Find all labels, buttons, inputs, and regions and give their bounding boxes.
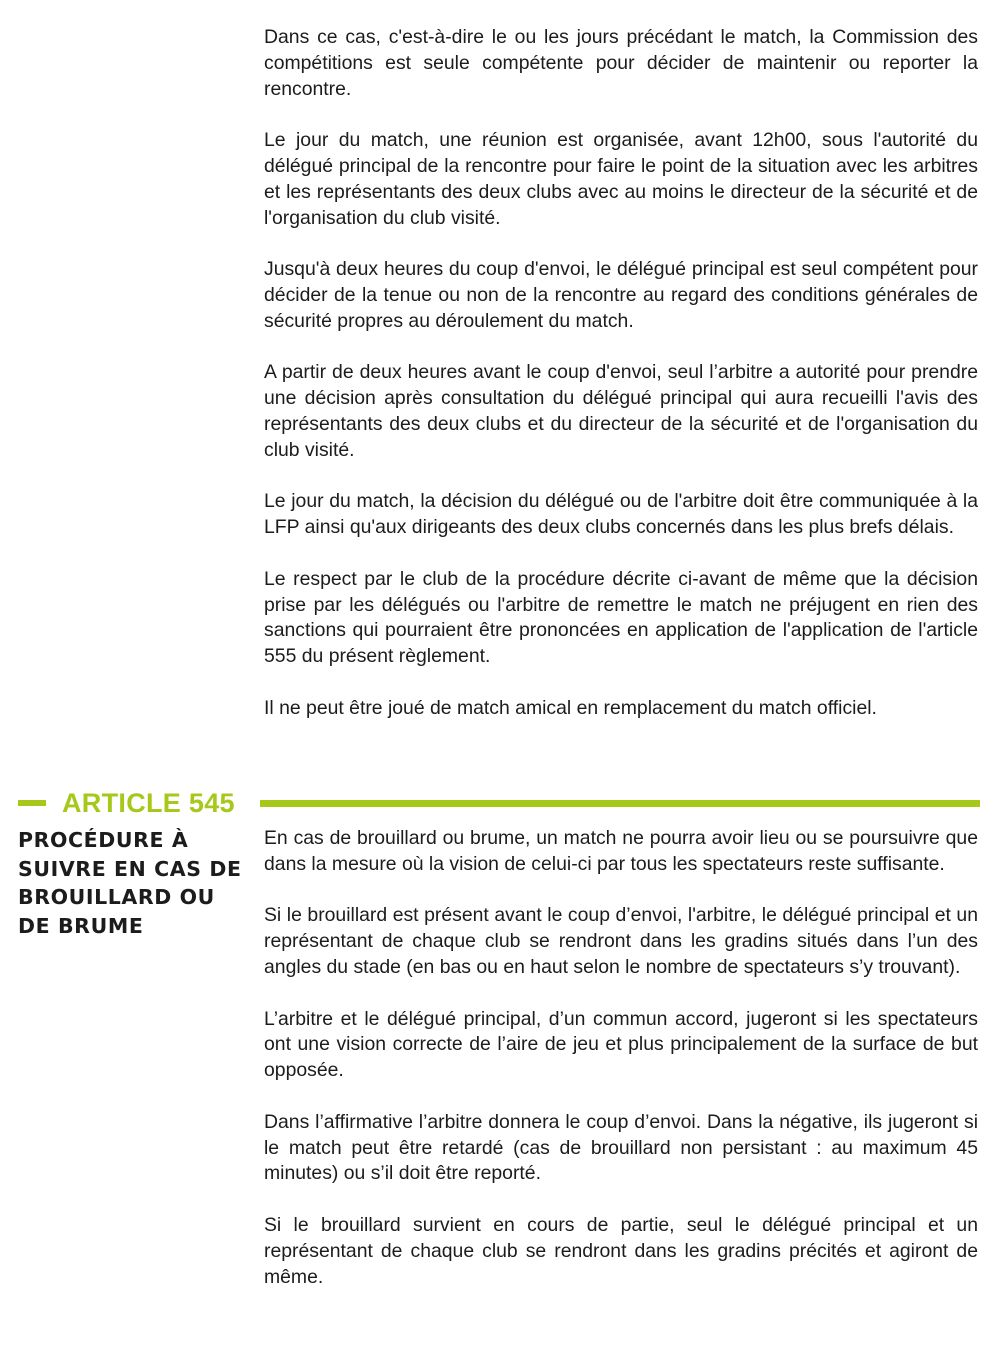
body-paragraph: Dans l’affirmative l’arbitre donnera le coup d’envoi. Dans la négative, ils jugeront si le match peut être retardé (cas de brouillard non persistant : au maximum 45 minutes) ou s’il doit être reporté. — [264, 1110, 978, 1185]
body-paragraph: Le respect par le club de la procédure décrite ci-avant de même que la décision prise par les délégués ou l'arbitre de remettre le match ne préjugent en rien des sanctions qui pourraient être prononcées en application de l'application de l'article 555 du présent règlement. — [264, 567, 978, 668]
body-paragraph: Si le brouillard est présent avant le coup d’envoi, l'arbitre, le délégué principal et un représentant de chaque club se rendront dans les gradins situés dans l’un des angles du stade (en bas ou en haut selon le nombre de spectateurs s’y trouvant). — [264, 904, 978, 978]
article-body — [264, 826, 978, 1316]
body-paragraph: Le jour du match, la décision du délégué ou de l'arbitre doit être communiquée à la LFP ainsi qu'aux dirigeants des deux clubs concernés dans les plus brefs délais. — [264, 490, 978, 539]
article-title: ARTICLE 545 — [62, 788, 235, 818]
body-paragraph: Jusqu'à deux heures du coup d'envoi, le délégué principal est seul compétent pour décider de la tenue ou non de la rencontre au regard des conditions générales de sécurité propres au déroulement du match. — [264, 258, 978, 332]
body-paragraph: En cas de brouillard ou brume, un match ne pourra avoir lieu ou se poursuivre que dans la mesure où la vision de celui-ci par tous les spectateurs reste suffisante. — [264, 827, 978, 875]
body-paragraph: Le jour du match, une réunion est organisée, avant 12h00, sous l'autorité du délégué principal de la rencontre pour faire le point de la situation avec les arbitres et les représentants des deux clubs avec au moins le directeur de la sécurité et de l'organisation du club visité. — [264, 129, 978, 229]
body-paragraph: Si le brouillard survient en cours de partie, seul le délégué principal et un représentant de chaque club se rendront dans les gradins précités et agiront de même. — [264, 1213, 978, 1288]
body-paragraph: A partir de deux heures avant le coup d'envoi, seul l’arbitre a autorité pour prendre une décision après consultation du délégué principal qui aura recueilli l'avis des représentants des deux clubs et du directeur de la sécurité et de l'organisation du club visité. — [264, 361, 978, 461]
body-paragraph: Il ne peut être joué de match amical en remplacement du match officiel. — [264, 696, 877, 719]
previous-article-body — [264, 25, 978, 747]
header-rule-divider — [260, 800, 980, 807]
body-paragraph: L’arbitre et le délégué principal, d’un commun accord, jugeront si les spectateurs ont une vision correcte de l’aire de jeu et plus principalement de la surface de but opposée. — [264, 1007, 978, 1082]
article-subtitle: PROCÉDURE À SUIVRE EN CAS DE BROUILLARD OU DE BRUME — [18, 828, 242, 938]
header-dash-divider — [18, 800, 46, 806]
body-paragraph: Dans ce cas, c'est-à-dire le ou les jours précédant le match, la Commission des compétitions est seule compétente pour décider de maintenir ou reporter la rencontre. — [264, 26, 978, 100]
article-header — [18, 786, 980, 820]
